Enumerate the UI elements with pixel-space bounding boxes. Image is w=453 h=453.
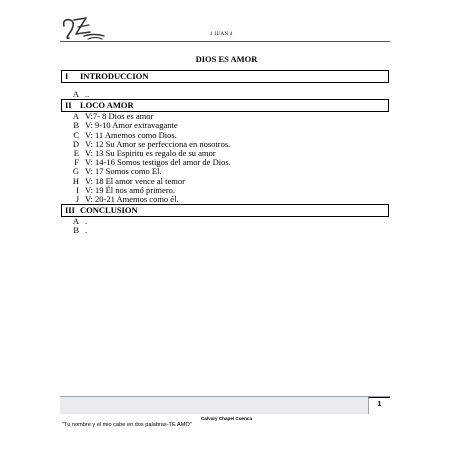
section-heading <box>61 204 389 217</box>
item-letter: I <box>76 184 79 195</box>
item-text: V: 18 El amor vence al temor <box>85 175 185 186</box>
outline-item <box>61 195 389 204</box>
footer-bar <box>60 396 390 414</box>
calvary-chapel-logo <box>60 12 106 42</box>
outline-item <box>61 90 389 99</box>
item-text: . <box>85 225 88 236</box>
item-text: V: 13 Su Espiritu es regalo de su amor <box>85 147 216 158</box>
item-text: .. <box>85 89 90 99</box>
header-divider <box>60 41 390 42</box>
item-letter: A <box>72 89 79 99</box>
section-number: I <box>65 71 69 81</box>
item-text: V: 17 Somos como El. <box>85 166 162 177</box>
section-heading <box>61 70 389 83</box>
item-letter: H <box>72 175 79 186</box>
sermon-outline <box>61 70 389 235</box>
item-letter: F <box>74 157 79 168</box>
section-label: CONCLUSION <box>80 205 138 216</box>
item-text: V:7- 8 Dios es amor <box>85 111 154 122</box>
section-label: INTRODUCCION <box>80 71 149 81</box>
item-text: V: 14-16 Somos testigos del amor de Dios. <box>85 157 231 168</box>
section-label: LOCO AMOR <box>80 100 134 111</box>
footer-tagline: "Tu nombre y el mio cabe en dos palabras-TE AMO" <box>62 422 192 428</box>
document-title: DIOS ES AMOR <box>195 54 258 64</box>
item-text: V: 12 Su Amor se perfecciona en nosotros. <box>85 138 231 149</box>
outline-item <box>61 226 389 235</box>
outline-item <box>61 217 389 226</box>
item-text: V: 9-10 Amor extravagante <box>85 120 178 131</box>
item-letter: E <box>73 147 79 158</box>
item-text: . <box>85 216 88 227</box>
book-reference: 1 JUAN 4 <box>210 32 233 37</box>
section-number: III <box>65 205 75 216</box>
item-text: V: 19 Él nos amó primero. <box>85 184 176 195</box>
section-heading <box>61 99 389 112</box>
item-letter: D <box>72 138 79 149</box>
item-text: V: 11 Amemos como Dios. <box>85 129 177 140</box>
church-name: Calvary Chapel Cuenca <box>200 416 253 421</box>
item-letter: A <box>72 111 79 122</box>
item-letter: B <box>73 225 79 236</box>
item-letter: C <box>73 129 79 140</box>
item-letter: G <box>72 166 79 177</box>
item-text: V: 20-21 Amemos como él. <box>85 193 179 204</box>
page-number: 1 <box>368 397 390 414</box>
section-number: II <box>65 100 72 111</box>
item-letter: A <box>72 216 79 227</box>
item-letter: B <box>73 120 79 131</box>
item-letter: J <box>75 193 79 204</box>
